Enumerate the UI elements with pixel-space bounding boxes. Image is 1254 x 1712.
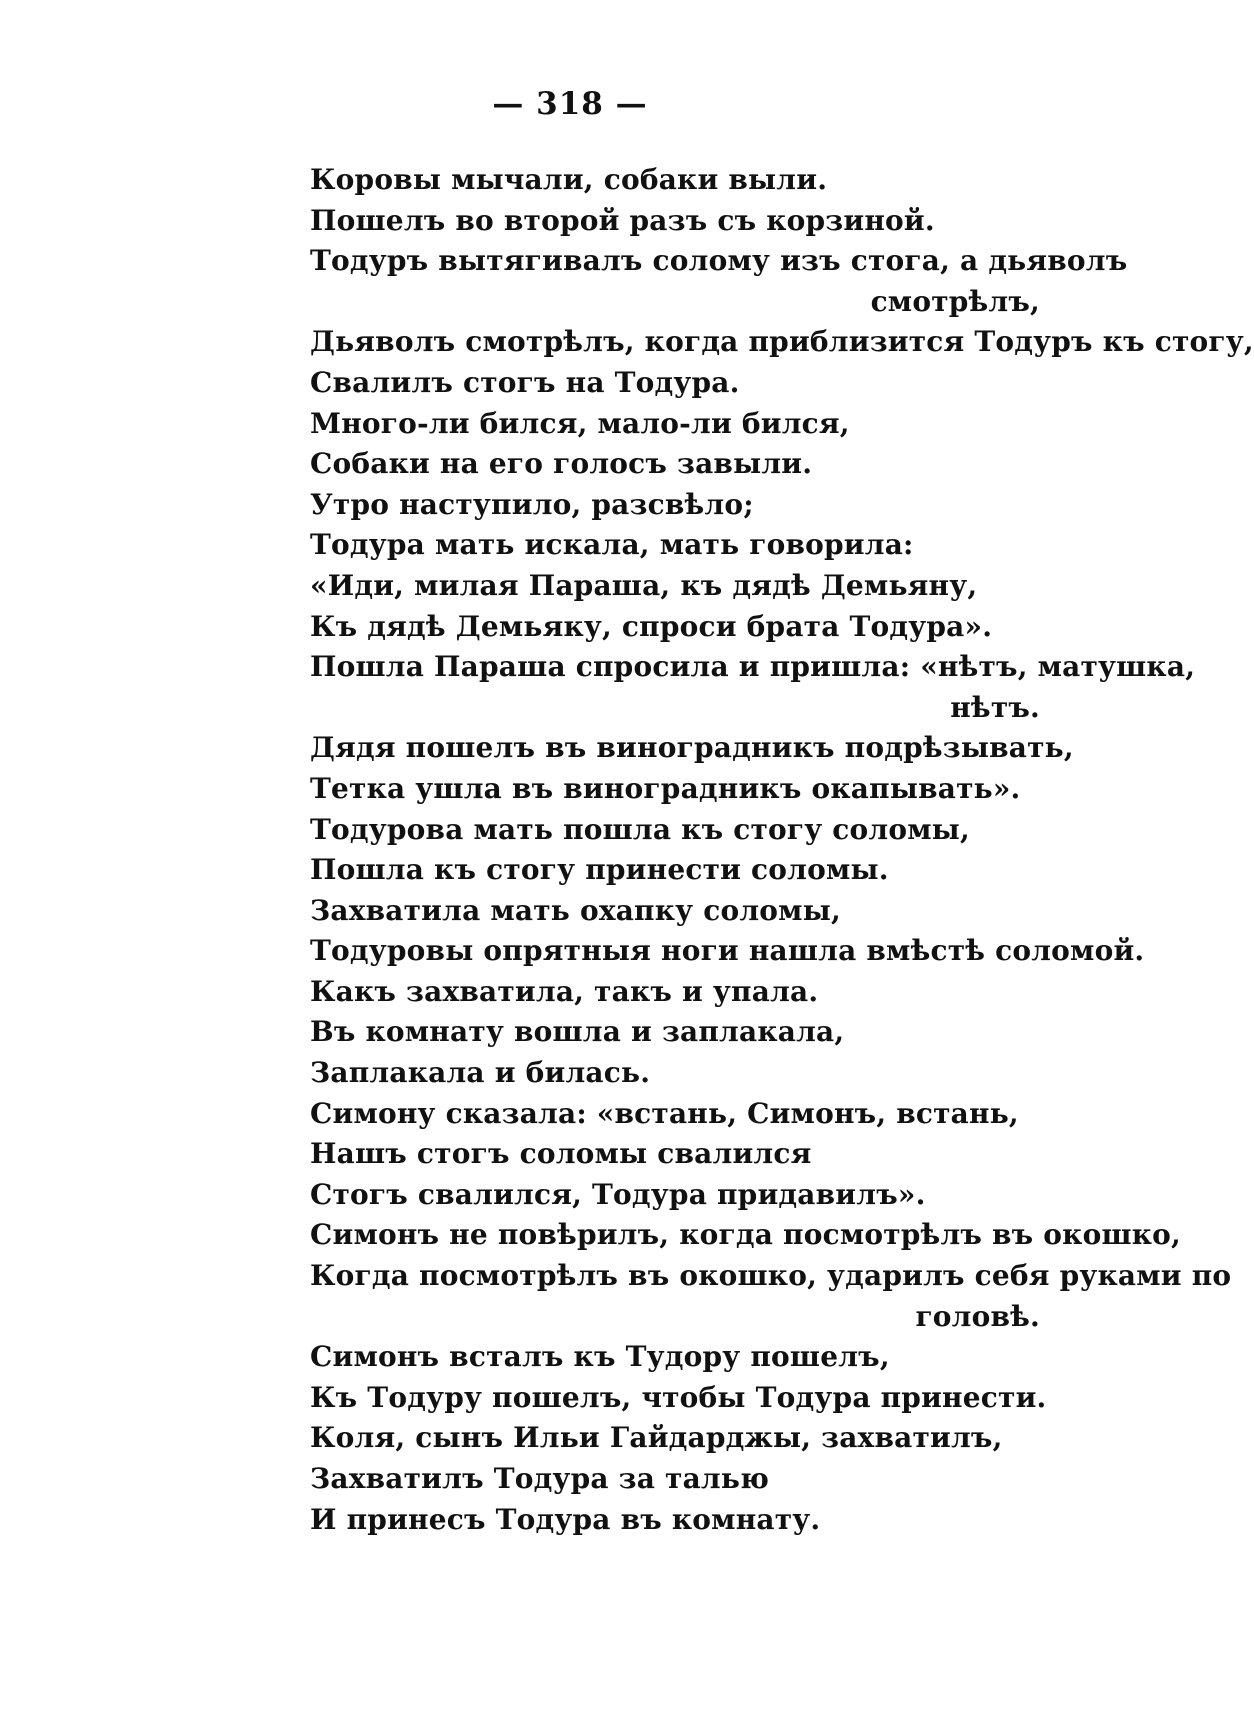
poem-line-continuation: смотрѣлъ, <box>870 284 1040 318</box>
poem-line: Тодуръ вытягивалъ солому изъ стога, а дьяволъ <box>310 244 1128 278</box>
poem-line: Симонъ не повѣрилъ, когда посмотрѣлъ въ окошко, <box>310 1218 1182 1252</box>
poem-line: «Иди, милая Параша, къ дядѣ Демьяну, <box>310 568 978 602</box>
poem-line: Пошла къ стогу принести соломы. <box>310 853 889 887</box>
poem-line: Когда посмотрѣлъ въ окошко, ударилъ себя руками по <box>310 1259 1232 1293</box>
poem-line: Собаки на его голосъ завыли. <box>310 447 813 481</box>
poem-line: Пошелъ во второй разъ съ корзиной. <box>310 203 935 237</box>
poem-line: Тодуровы опрятныя ноги нашла вмѣстѣ соломой. <box>310 934 1145 968</box>
poem-line: Дьяволъ смотрѣлъ, когда приблизится Тодуръ къ стогу, <box>310 325 1254 359</box>
poem-line: Дядя пошелъ въ виноградникъ подрѣзывать, <box>310 731 1074 765</box>
poem-line: Симонъ всталъ къ Тудору пошелъ, <box>310 1340 890 1374</box>
poem-text <box>310 160 1254 1540</box>
poem-line: Къ Тодуру пошелъ, чтобы Тодура принести. <box>310 1380 1047 1414</box>
poem-line-continuation: головѣ. <box>915 1299 1040 1333</box>
poem-line: Заплакала и билась. <box>310 1056 651 1090</box>
poem-line: Симону сказала: «встань, Симонъ, встань, <box>310 1096 1019 1130</box>
poem-line: Коровы мычали, собаки выли. <box>310 163 828 196</box>
poem-line: Въ комнату вошла и заплакала, <box>310 1015 845 1049</box>
poem-line: Стогъ свалился, Тодура придавилъ». <box>310 1177 926 1211</box>
poem-line: Свалилъ стогъ на Тодура. <box>310 365 740 399</box>
poem-line: Тодура мать искала, мать говорила: <box>310 528 914 562</box>
poem-line: Нашъ стогъ соломы свалился <box>310 1137 812 1171</box>
poem-line: Захватила мать охапку соломы, <box>310 893 841 927</box>
poem-line-continuation: нѣтъ. <box>950 690 1040 724</box>
poem-line: Къ дядѣ Демьяку, спроси брата Тодура». <box>310 609 993 643</box>
poem-line: Тодурова мать пошла къ стогу соломы, <box>310 812 970 846</box>
page-number: — 318 — <box>492 86 648 122</box>
poem-line: И принесъ Тодура въ комнату. <box>310 1502 821 1536</box>
poem-line: Пошла Параша спросила и пришла: «нѣтъ, матушка, <box>310 650 1196 684</box>
poem-line: Тетка ушла въ виноградникъ окапывать». <box>310 771 1021 805</box>
poem-line: Коля, сынъ Ильи Гайдарджы, захватилъ, <box>310 1421 1003 1455</box>
poem-line: Какъ захватила, такъ и упала. <box>310 974 819 1008</box>
poem-line: Захватилъ Тодура за талью <box>310 1462 769 1495</box>
poem-line: Утро наступило, разсвѣло; <box>310 487 754 521</box>
poem-line: Много-ли бился, мало-ли бился, <box>310 406 850 440</box>
